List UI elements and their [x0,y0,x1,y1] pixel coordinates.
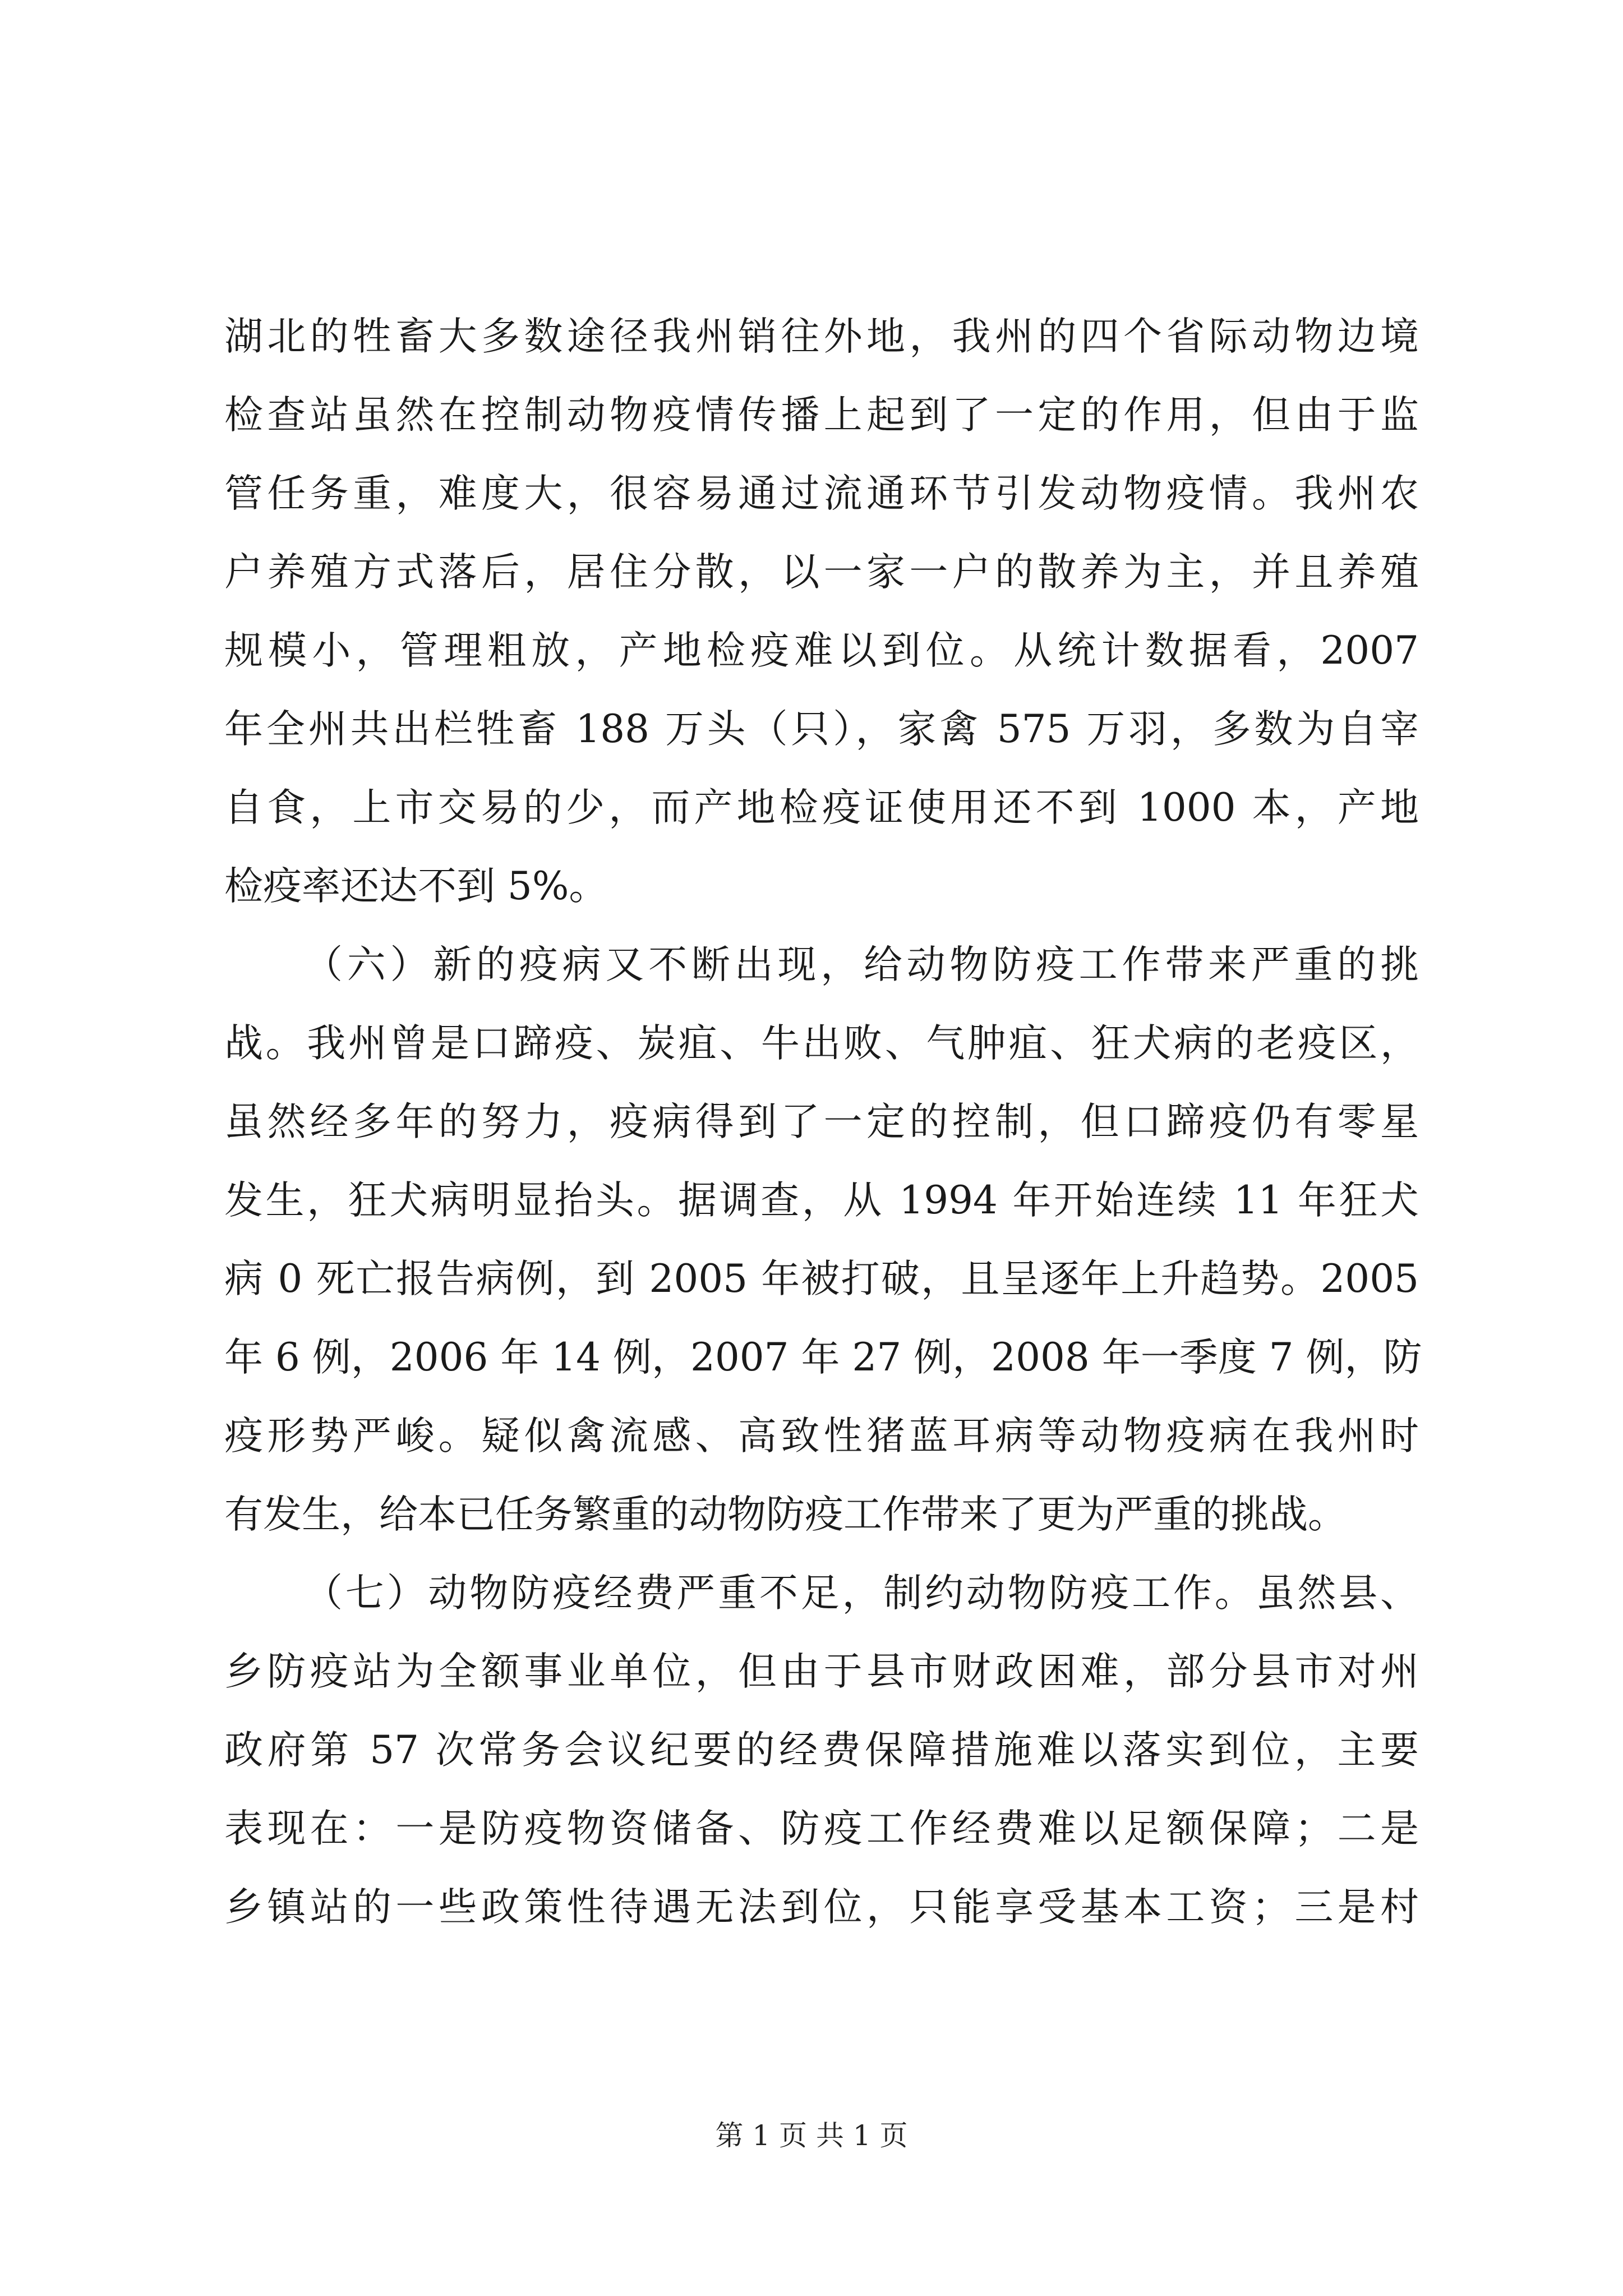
text-line: 自食，上市交易的少，而产地检疫证使用还不到 1000 本，产地 [224,785,1419,830]
text-line: 战。我州曾是口蹄疫、炭疽、牛出败、气肿疽、狂犬病的老疫区， [224,1021,1419,1066]
text-line: 虽然经多年的努力，疫病得到了一定的控制，但口蹄疫仍有零星 [224,1099,1419,1144]
body-text [224,297,1422,1947]
text-line: 乡镇站的一些政策性待遇无法到位，只能享受基本工资；三是村 [224,1885,1419,1930]
page-number-footer: 第 1 页 共 1 页 [715,2119,908,2152]
text-line: 年全州共出栏牲畜 188 万头（只），家禽 575 万羽，多数为自宰 [224,707,1419,752]
text-line: 湖北的牲畜大多数途径我州销往外地，我州的四个省际动物边境 [224,314,1419,359]
text-line: 疫形势严峻。疑似禽流感、高致性猪蓝耳病等动物疫病在我州时 [224,1414,1419,1458]
text-line: 表现在：一是防疫物资储备、防疫工作经费难以足额保障；二是 [224,1806,1419,1851]
text-line: 户养殖方式落后，居住分散，以一家一户的散养为主，并且养殖 [224,550,1419,595]
text-line: 年 6 例，2006 年 14 例，2007 年 27 例，2008 年一季度 7 例，防 [224,1335,1422,1380]
text-line: 病 0 死亡报告病例，到 2005 年被打破，且呈逐年上升趋势。2005 [224,1257,1419,1301]
text-line: 政府第 57 次常务会议纪要的经费保障措施难以落实到位，主要 [224,1728,1419,1773]
text-line: 规模小，管理粗放，产地检疫难以到位。从统计数据看，2007 [224,628,1419,673]
text-line: 管任务重，难度大，很容易通过流通环节引发动物疫情。我州农 [224,471,1419,516]
text-line: 发生，狂犬病明显抬头。据调查，从 1994 年开始连续 11 年狂犬 [224,1178,1419,1223]
text-line: 检疫率还达不到 5%。 [224,864,608,909]
paragraph-start-line: （六）新的疫病又不断出现，给动物防疫工作带来严重的挑 [304,942,1419,987]
paragraph-start-line: （七）动物防疫经费严重不足，制约动物防疫工作。虽然县、 [304,1571,1419,1616]
text-line: 乡防疫站为全额事业单位，但由于县市财政困难，部分县市对州 [224,1649,1419,1694]
text-line: 有发生，给本已任务繁重的动物防疫工作带来了更为严重的挑战。 [224,1492,1347,1537]
text-line: 检查站虽然在控制动物疫情传播上起到了一定的作用，但由于监 [224,393,1419,438]
